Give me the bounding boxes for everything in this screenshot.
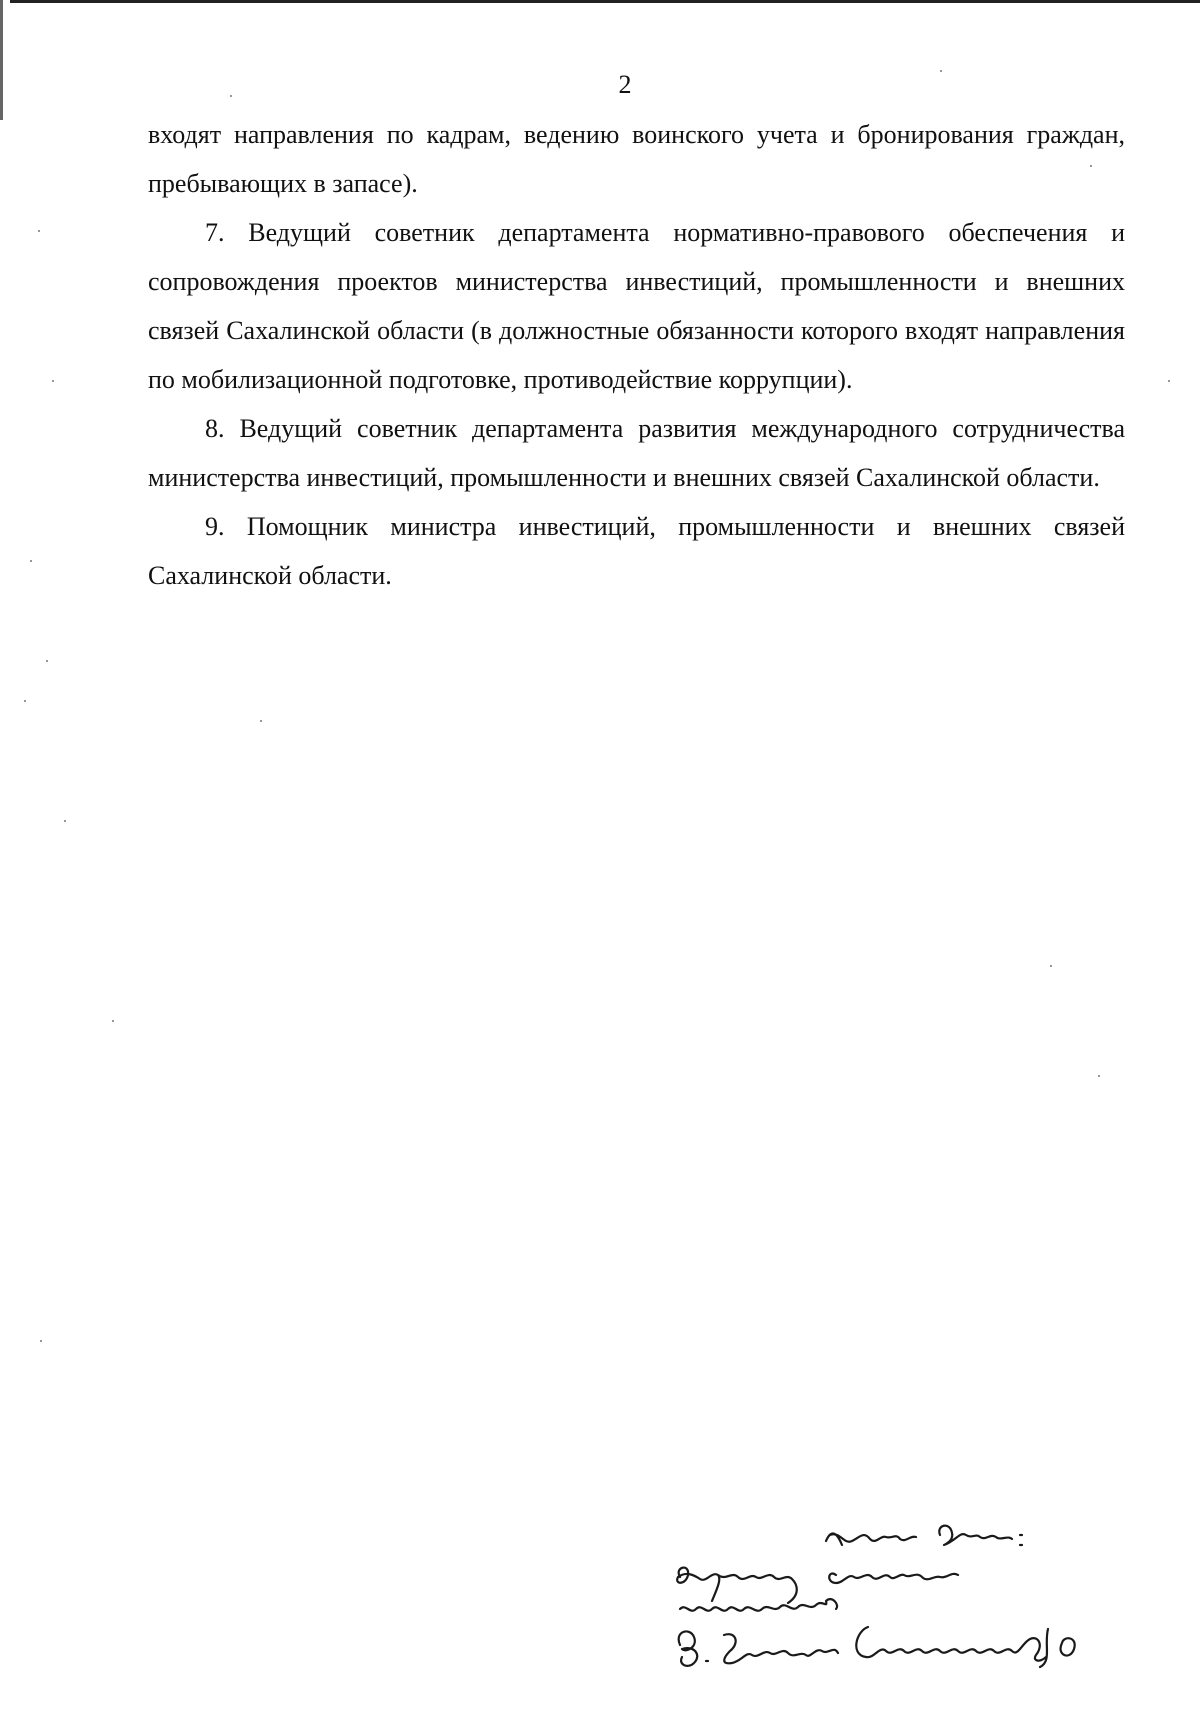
list-item-8 <box>148 404 1125 502</box>
speckle <box>1098 1075 1100 1077</box>
list-item-9 <box>148 502 1125 600</box>
item-number: 7. <box>205 218 225 247</box>
speckle <box>46 660 48 662</box>
signature-drawing <box>660 1505 1200 1714</box>
document-body <box>148 110 1125 600</box>
speckle <box>260 720 262 722</box>
scan-left-edge <box>0 0 3 120</box>
item-number: 9. <box>205 512 225 541</box>
speckle <box>52 380 54 382</box>
item-text: Помощник министра инвестиций, промышленности и внешних связей Сахалинской области. <box>148 512 1126 590</box>
speckle <box>112 1020 114 1022</box>
list-item-7 <box>148 208 1125 404</box>
page-number: 2 <box>618 70 632 99</box>
speckle <box>1090 165 1092 167</box>
speckle <box>1168 380 1170 382</box>
speckle <box>230 95 232 97</box>
speckle <box>38 230 40 232</box>
item-text: Ведущий советник департамента развития международного сотрудничества министерства инвестиций, промышленности и внешних связей Сахалинской области. <box>148 414 1126 492</box>
item-number: 8. <box>205 414 225 443</box>
speckle <box>64 820 66 822</box>
item-text: Ведущий советник департамента нормативно-правового обеспечения и сопровождения проектов министерства инвестиций, промышленности и внешних связей Сахалинской области (в должностные обязанности которого входят направления по мобилизационной подготовке, противодействие коррупции). <box>148 218 1126 394</box>
scan-top-border <box>10 0 1200 3</box>
speckle <box>24 700 26 702</box>
handwritten-certification-signature <box>660 1505 1200 1714</box>
speckle <box>40 1340 42 1342</box>
continuation-paragraph: входят направления по кадрам, ведению воинского учета и бронирования граждан, пребывающих в запасе). <box>148 120 1125 198</box>
speckle <box>1050 965 1052 967</box>
speckle <box>30 560 32 562</box>
speckle <box>940 70 942 72</box>
